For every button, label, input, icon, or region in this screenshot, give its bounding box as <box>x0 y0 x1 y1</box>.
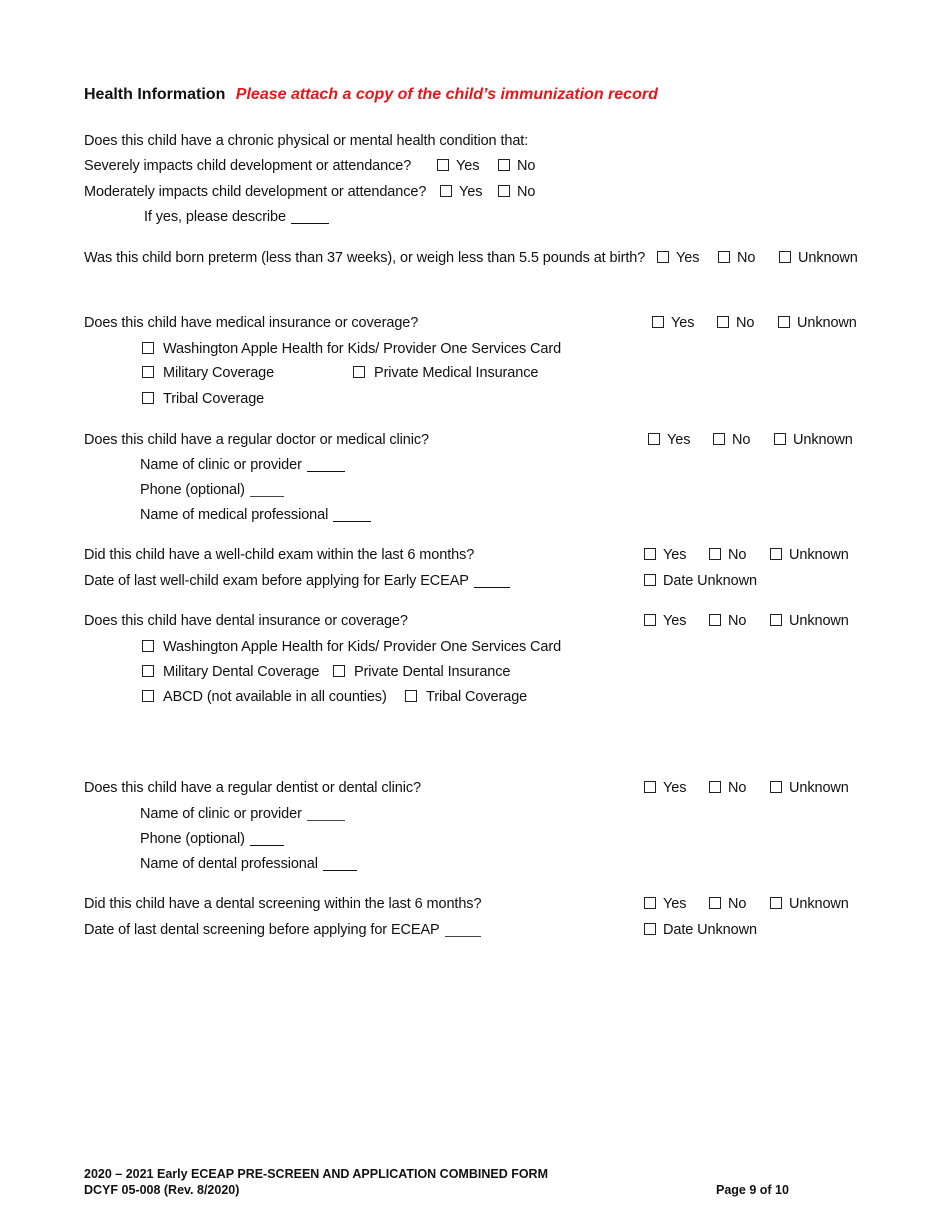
doctor-unknown-label: Unknown <box>793 432 853 448</box>
describe-label: If yes, please describe <box>144 209 286 225</box>
question-medical-insurance: Does this child have medical insurance or coverage? <box>84 315 419 331</box>
wellchild-no-label: No <box>728 547 747 563</box>
screening-no-checkbox[interactable] <box>709 897 721 909</box>
dental-ins-yes-option[interactable] <box>644 612 686 630</box>
screening-yes-checkbox[interactable] <box>644 897 656 909</box>
insurance-tribal-checkbox[interactable] <box>142 392 154 404</box>
doctor-yes-label: Yes <box>667 432 691 448</box>
dental-private-checkbox[interactable] <box>333 665 345 677</box>
wellchild-date-field[interactable] <box>474 573 510 588</box>
screening-date-field[interactable] <box>445 922 481 937</box>
question-preterm: Was this child born preterm (less than 37 weeks), or weigh less than 5.5 pounds at birth? <box>84 250 646 266</box>
doctor-no-checkbox[interactable] <box>713 433 725 445</box>
dental-professional-field[interactable] <box>323 856 357 871</box>
dental-professional-label: Name of dental professional <box>140 856 318 872</box>
dental-ins-no-option[interactable] <box>709 612 746 630</box>
dental-tribal-checkbox[interactable] <box>405 690 417 702</box>
dental-ins-no-checkbox[interactable] <box>709 614 721 626</box>
wellchild-date-unknown-checkbox[interactable] <box>644 574 656 586</box>
severe-no-checkbox[interactable] <box>498 159 510 171</box>
moderate-no-option[interactable] <box>498 183 535 201</box>
wellchild-date-unknown-option[interactable] <box>644 572 757 590</box>
clinic-name-label: Name of clinic or provider <box>140 457 302 473</box>
wellchild-no-checkbox[interactable] <box>709 548 721 560</box>
footer-form-id: DCYF 05-008 (Rev. 8/2020) <box>84 1183 240 1197</box>
question-dental-screening: Did this child have a dental screening within the last 6 months? <box>84 896 482 912</box>
medical-professional-label: Name of medical professional <box>140 507 329 523</box>
clinic-phone-field[interactable] <box>250 482 284 497</box>
wellchild-date-unknown-label: Date Unknown <box>663 573 757 589</box>
wellchild-yes-checkbox[interactable] <box>644 548 656 560</box>
severe-yes-checkbox[interactable] <box>437 159 449 171</box>
doctor-unknown-checkbox[interactable] <box>774 433 786 445</box>
medical-professional-row <box>140 506 371 524</box>
dental-phone-label: Phone (optional) <box>140 831 245 847</box>
insurance-unknown-option[interactable] <box>778 314 857 332</box>
dentist-unknown-option[interactable] <box>770 779 849 797</box>
dentist-yes-option[interactable] <box>644 779 686 797</box>
dentist-no-label: No <box>728 780 747 796</box>
question-regular-dentist: Does this child have a regular dentist or dental clinic? <box>84 780 421 796</box>
dental-clinic-label: Name of clinic or provider <box>140 806 302 822</box>
dentist-unknown-checkbox[interactable] <box>770 781 782 793</box>
doctor-no-option[interactable] <box>713 431 750 449</box>
dental-private-option[interactable] <box>333 663 510 681</box>
dental-ins-no-label: No <box>728 613 747 629</box>
dentist-no-checkbox[interactable] <box>709 781 721 793</box>
question-well-child-exam: Did this child have a well-child exam within the last 6 months? <box>84 547 475 563</box>
insurance-unknown-label: Unknown <box>797 315 857 331</box>
doctor-yes-option[interactable] <box>648 431 690 449</box>
moderate-yes-option[interactable] <box>440 183 482 201</box>
wellchild-no-option[interactable] <box>709 546 746 564</box>
screening-unknown-label: Unknown <box>789 896 849 912</box>
insurance-apple-health-checkbox[interactable] <box>142 342 154 354</box>
insurance-tribal-label: Tribal Coverage <box>163 391 265 407</box>
severe-yes-option[interactable] <box>437 157 479 175</box>
severe-no-option[interactable] <box>498 157 535 175</box>
preterm-no-label: No <box>737 250 756 266</box>
insurance-military-option[interactable] <box>142 364 274 382</box>
question-moderate-impact: Moderately impacts child development or attendance? <box>84 184 427 200</box>
wellchild-unknown-option[interactable] <box>770 546 849 564</box>
screening-date-label: Date of last dental screening before applying for ECEAP <box>84 922 440 938</box>
question-regular-doctor: Does this child have a regular doctor or medical clinic? <box>84 432 429 448</box>
preterm-unknown-checkbox[interactable] <box>779 251 791 263</box>
section-title: Health Information <box>84 86 226 103</box>
screening-no-option[interactable] <box>709 895 746 913</box>
insurance-no-option[interactable] <box>717 314 754 332</box>
wellchild-date-row <box>84 572 510 590</box>
section-header <box>84 86 658 104</box>
footer-form-title: 2020 – 2021 Early ECEAP PRE-SCREEN AND APPLICATION COMBINED FORM <box>84 1167 549 1181</box>
dentist-unknown-label: Unknown <box>789 780 849 796</box>
preterm-no-checkbox[interactable] <box>718 251 730 263</box>
clinic-name-row <box>140 456 345 474</box>
dentist-yes-label: Yes <box>663 780 687 796</box>
dental-military-checkbox[interactable] <box>142 665 154 677</box>
insurance-private-option[interactable] <box>353 364 538 382</box>
preterm-unknown-label: Unknown <box>798 250 858 266</box>
dental-military-label: Military Dental Coverage <box>163 664 320 680</box>
clinic-phone-row <box>140 481 284 499</box>
describe-row <box>144 208 329 226</box>
dentist-no-option[interactable] <box>709 779 746 797</box>
insurance-private-checkbox[interactable] <box>353 366 365 378</box>
dental-private-label: Private Dental Insurance <box>354 664 511 680</box>
screening-yes-option[interactable] <box>644 895 686 913</box>
screening-date-unknown-label: Date Unknown <box>663 922 757 938</box>
screening-date-row <box>84 921 481 939</box>
insurance-yes-checkbox[interactable] <box>652 316 664 328</box>
describe-field[interactable] <box>291 209 329 224</box>
question-severe-impact: Severely impacts child development or attendance? <box>84 158 412 174</box>
doctor-yes-checkbox[interactable] <box>648 433 660 445</box>
doctor-unknown-option[interactable] <box>774 431 853 449</box>
dental-professional-row <box>140 855 357 873</box>
screening-date-unknown-checkbox[interactable] <box>644 923 656 935</box>
dental-phone-field[interactable] <box>250 831 284 846</box>
dental-phone-row <box>140 830 284 848</box>
dental-ins-unknown-option[interactable] <box>770 612 849 630</box>
moderate-no-label: No <box>517 184 536 200</box>
preterm-yes-label: Yes <box>676 250 700 266</box>
wellchild-unknown-checkbox[interactable] <box>770 548 782 560</box>
dental-military-option[interactable] <box>142 663 319 681</box>
insurance-military-label: Military Coverage <box>163 365 275 381</box>
dental-clinic-field[interactable] <box>307 806 345 821</box>
dental-apple-health-label: Washington Apple Health for Kids/ Provider One Services Card <box>163 639 562 655</box>
dental-ins-yes-checkbox[interactable] <box>644 614 656 626</box>
insurance-private-label: Private Medical Insurance <box>374 365 539 381</box>
dental-apple-health-checkbox[interactable] <box>142 640 154 652</box>
moderate-yes-checkbox[interactable] <box>440 185 452 197</box>
wellchild-yes-option[interactable] <box>644 546 686 564</box>
dental-tribal-option[interactable] <box>405 688 527 706</box>
dental-tribal-label: Tribal Coverage <box>426 689 528 705</box>
dental-apple-health-option[interactable] <box>142 638 561 656</box>
clinic-phone-label: Phone (optional) <box>140 482 245 498</box>
severe-yes-label: Yes <box>456 158 480 174</box>
screening-unknown-checkbox[interactable] <box>770 897 782 909</box>
insurance-no-label: No <box>736 315 755 331</box>
dental-ins-unknown-checkbox[interactable] <box>770 614 782 626</box>
insurance-military-checkbox[interactable] <box>142 366 154 378</box>
dental-clinic-row <box>140 805 345 823</box>
screening-no-label: No <box>728 896 747 912</box>
question-chronic-condition: Does this child have a chronic physical or mental health condition that: <box>84 133 529 149</box>
insurance-yes-label: Yes <box>671 315 695 331</box>
dental-ins-unknown-label: Unknown <box>789 613 849 629</box>
screening-unknown-option[interactable] <box>770 895 849 913</box>
immunization-note: Please attach a copy of the child’s immunization record <box>235 86 658 103</box>
question-dental-insurance: Does this child have dental insurance or coverage? <box>84 613 408 629</box>
footer-page-number: Page 9 of 10 <box>716 1183 789 1197</box>
dentist-yes-checkbox[interactable] <box>644 781 656 793</box>
medical-professional-field[interactable] <box>333 507 371 522</box>
preterm-yes-checkbox[interactable] <box>657 251 669 263</box>
screening-yes-label: Yes <box>663 896 687 912</box>
doctor-no-label: No <box>732 432 751 448</box>
wellchild-unknown-label: Unknown <box>789 547 849 563</box>
moderate-yes-label: Yes <box>459 184 483 200</box>
dental-ins-yes-label: Yes <box>663 613 687 629</box>
preterm-no-option[interactable] <box>718 249 755 267</box>
wellchild-yes-label: Yes <box>663 547 687 563</box>
insurance-no-checkbox[interactable] <box>717 316 729 328</box>
preterm-unknown-option[interactable] <box>779 249 858 267</box>
preterm-yes-option[interactable] <box>657 249 699 267</box>
insurance-apple-health-label: Washington Apple Health for Kids/ Provider One Services Card <box>163 341 562 357</box>
insurance-yes-option[interactable] <box>652 314 694 332</box>
dental-abcd-option[interactable] <box>142 688 387 706</box>
wellchild-date-label: Date of last well-child exam before applying for Early ECEAP <box>84 573 469 589</box>
severe-no-label: No <box>517 158 536 174</box>
moderate-no-checkbox[interactable] <box>498 185 510 197</box>
insurance-unknown-checkbox[interactable] <box>778 316 790 328</box>
insurance-tribal-option[interactable] <box>142 390 264 408</box>
dental-abcd-label: ABCD (not available in all counties) <box>163 689 387 705</box>
dental-abcd-checkbox[interactable] <box>142 690 154 702</box>
insurance-apple-health-option[interactable] <box>142 340 561 358</box>
clinic-name-field[interactable] <box>307 457 345 472</box>
screening-date-unknown-option[interactable] <box>644 921 757 939</box>
